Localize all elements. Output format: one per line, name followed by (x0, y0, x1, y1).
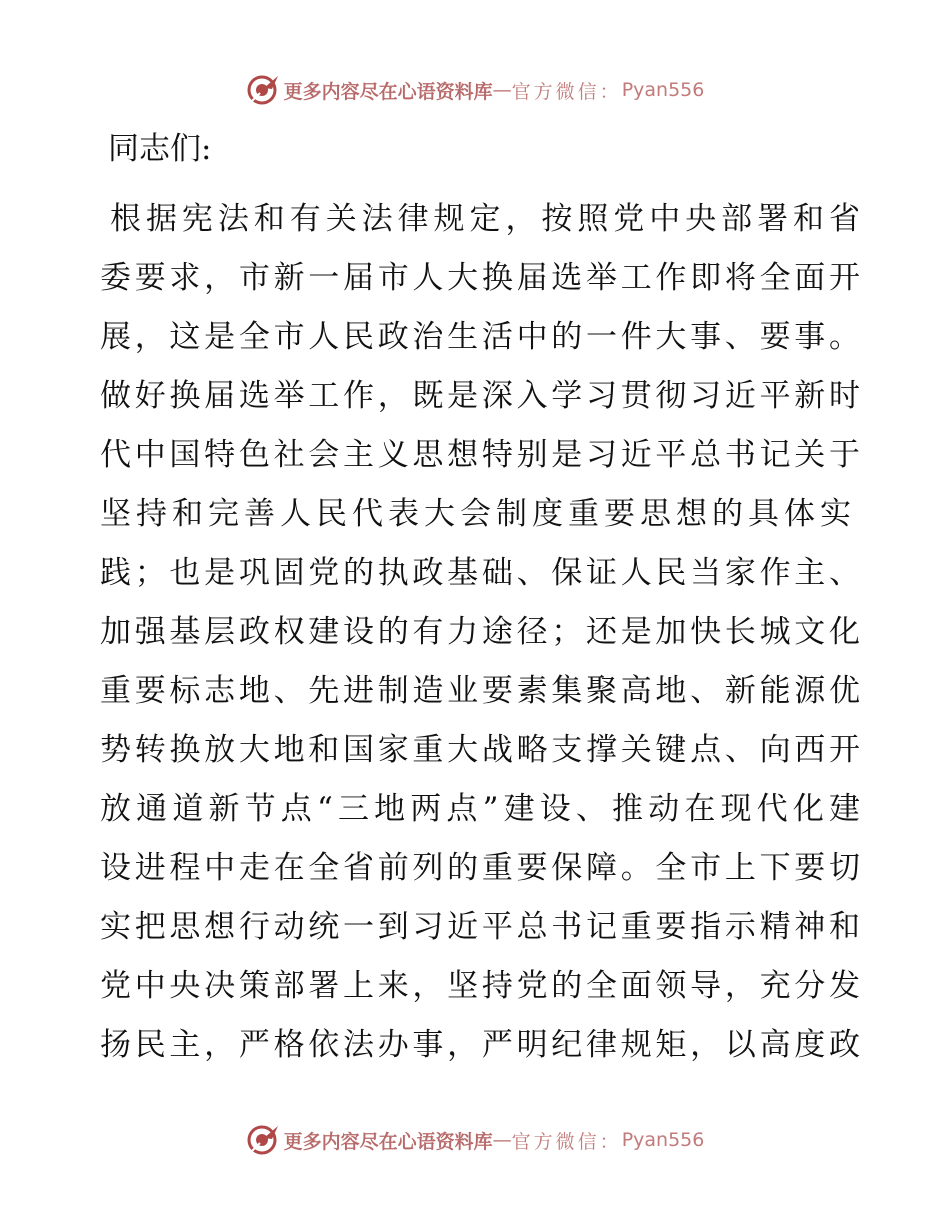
paragraph-line: 党中央决策部署上来，坚持党的全面领导，充分发 (100, 968, 860, 1004)
header-banner-dash: — (492, 79, 512, 101)
paragraph-line: 设进程中走在全省前列的重要保障。全市上下要切 (100, 850, 860, 886)
paragraph-line: 展，这是全市人民政治生活中的一件大事、要事。 (100, 319, 860, 355)
paragraph-line: 委要求，市新一届市人大换届选举工作即将全面开 (100, 260, 860, 296)
paragraph-line: 根据宪法和有关法律规定，按照党中央部署和省 (110, 201, 860, 237)
paragraph-line: 放通道新节点“三地两点”建设、推动在现代化建 (100, 791, 860, 827)
paragraph-line: 加强基层政权建设的有力途径；还是加快长城文化 (100, 614, 860, 650)
body-paragraph (100, 190, 860, 1075)
paragraph-line: 实把思想行动统一到习近平总书记重要指示精神和 (100, 909, 860, 945)
footer-banner-wechat-label: 官方微信： (511, 1130, 622, 1153)
paragraph-line: 重要标志地、先进制造业要素集聚高地、新能源优 (100, 673, 860, 709)
footer-banner-wechat-id: Pyan556 (621, 1129, 705, 1151)
header-banner-wechat-label: 官方微信： (511, 80, 622, 103)
quill-logo-icon (246, 1123, 280, 1157)
footer-banner-main-text: 更多内容尽在心语资料库 (283, 1130, 493, 1153)
paragraph-line: 代中国特色社会主义思想特别是习近平总书记关于 (100, 437, 860, 473)
header-banner (0, 68, 950, 112)
quill-logo-icon (246, 73, 280, 107)
salutation: 同志们: (108, 131, 212, 167)
footer-banner-dash: — (492, 1129, 512, 1151)
paragraph-line: 扬民主，严格依法办事，严明纪律规矩，以高度政 (100, 1027, 860, 1063)
footer-banner (0, 1118, 950, 1162)
header-banner-main-text: 更多内容尽在心语资料库 (283, 80, 493, 103)
paragraph-line: 做好换届选举工作，既是深入学习贯彻习近平新时 (100, 378, 860, 414)
paragraph-line: 践；也是巩固党的执政基础、保证人民当家作主、 (100, 555, 860, 591)
paragraph-line: 势转换放大地和国家重大战略支撑关键点、向西开 (100, 732, 860, 768)
header-banner-wechat-id: Pyan556 (621, 79, 705, 101)
paragraph-line: 坚持和完善人民代表大会制度重要思想的具体实 (100, 496, 856, 532)
